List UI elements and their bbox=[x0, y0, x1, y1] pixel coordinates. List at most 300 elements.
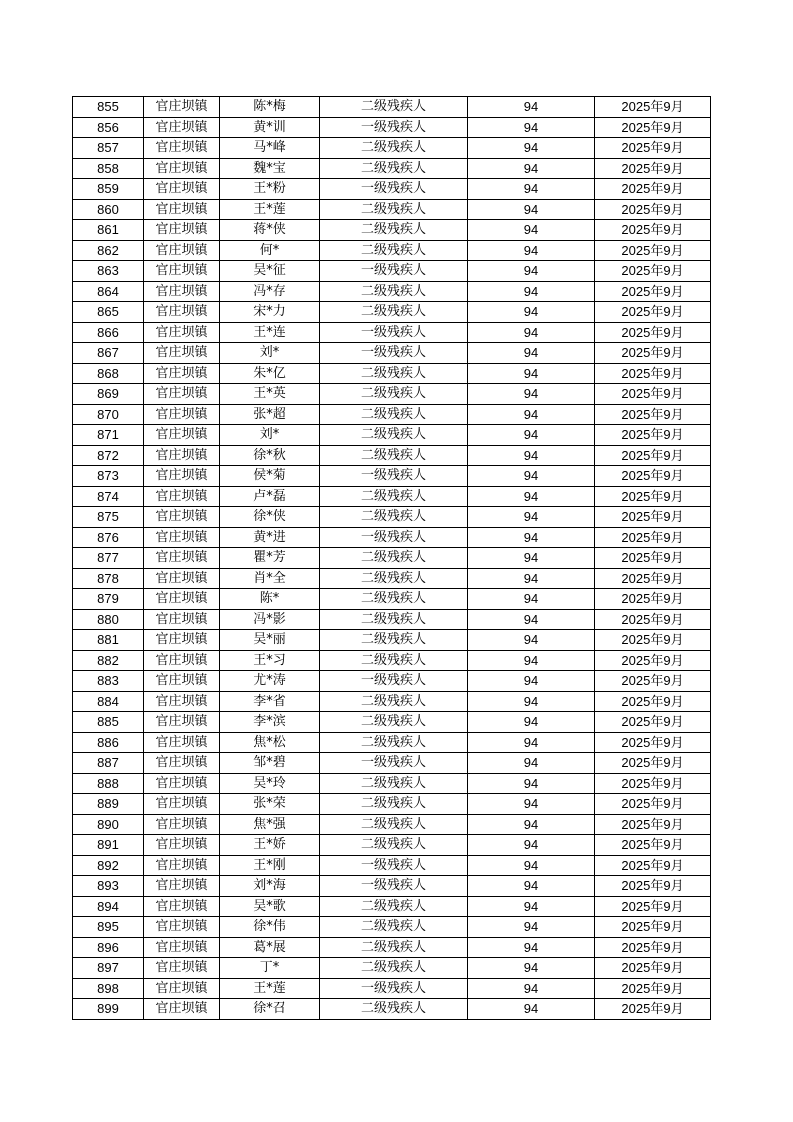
disability-level-cell: 一级残疾人 bbox=[320, 343, 468, 364]
person-name-cell: 王*英 bbox=[220, 384, 320, 405]
person-name-cell: 黄*进 bbox=[220, 527, 320, 548]
issue-month-cell: 2025年9月 bbox=[595, 97, 711, 118]
town-cell: 官庄坝镇 bbox=[144, 507, 220, 528]
table-row bbox=[73, 691, 711, 712]
subsidy-amount-cell: 94 bbox=[468, 671, 595, 692]
table-row bbox=[73, 548, 711, 569]
town-cell: 官庄坝镇 bbox=[144, 445, 220, 466]
person-name-cell: 徐*秋 bbox=[220, 445, 320, 466]
row-number-cell: 864 bbox=[73, 281, 144, 302]
issue-month-cell: 2025年9月 bbox=[595, 712, 711, 733]
person-name-cell: 刘* bbox=[220, 343, 320, 364]
row-number-cell: 888 bbox=[73, 773, 144, 794]
table-row bbox=[73, 322, 711, 343]
disability-level-cell: 二级残疾人 bbox=[320, 240, 468, 261]
issue-month-cell: 2025年9月 bbox=[595, 753, 711, 774]
disability-level-cell: 二级残疾人 bbox=[320, 650, 468, 671]
subsidy-amount-cell: 94 bbox=[468, 958, 595, 979]
town-cell: 官庄坝镇 bbox=[144, 261, 220, 282]
row-number-cell: 867 bbox=[73, 343, 144, 364]
town-cell: 官庄坝镇 bbox=[144, 548, 220, 569]
disability-level-cell: 二级残疾人 bbox=[320, 732, 468, 753]
table-row bbox=[73, 712, 711, 733]
town-cell: 官庄坝镇 bbox=[144, 322, 220, 343]
row-number-cell: 897 bbox=[73, 958, 144, 979]
issue-month-cell: 2025年9月 bbox=[595, 404, 711, 425]
disability-level-cell: 二级残疾人 bbox=[320, 937, 468, 958]
disability-level-cell: 二级残疾人 bbox=[320, 773, 468, 794]
table-row bbox=[73, 404, 711, 425]
subsidy-amount-cell: 94 bbox=[468, 240, 595, 261]
disability-level-cell: 一级残疾人 bbox=[320, 876, 468, 897]
person-name-cell: 吴*征 bbox=[220, 261, 320, 282]
person-name-cell: 邹*碧 bbox=[220, 753, 320, 774]
disability-level-cell: 一级残疾人 bbox=[320, 671, 468, 692]
subsidy-amount-cell: 94 bbox=[468, 876, 595, 897]
person-name-cell: 焦*松 bbox=[220, 732, 320, 753]
row-number-cell: 860 bbox=[73, 199, 144, 220]
table-row bbox=[73, 261, 711, 282]
person-name-cell: 张*超 bbox=[220, 404, 320, 425]
subsidy-amount-cell: 94 bbox=[468, 281, 595, 302]
subsidy-amount-cell: 94 bbox=[468, 855, 595, 876]
town-cell: 官庄坝镇 bbox=[144, 855, 220, 876]
subsidy-roster-table bbox=[72, 96, 711, 1020]
issue-month-cell: 2025年9月 bbox=[595, 117, 711, 138]
row-number-cell: 886 bbox=[73, 732, 144, 753]
subsidy-amount-cell: 94 bbox=[468, 589, 595, 610]
disability-level-cell: 二级残疾人 bbox=[320, 363, 468, 384]
row-number-cell: 857 bbox=[73, 138, 144, 159]
town-cell: 官庄坝镇 bbox=[144, 466, 220, 487]
person-name-cell: 王*莲 bbox=[220, 199, 320, 220]
row-number-cell: 893 bbox=[73, 876, 144, 897]
person-name-cell: 吴*歌 bbox=[220, 896, 320, 917]
issue-month-cell: 2025年9月 bbox=[595, 876, 711, 897]
issue-month-cell: 2025年9月 bbox=[595, 999, 711, 1020]
issue-month-cell: 2025年9月 bbox=[595, 548, 711, 569]
row-number-cell: 890 bbox=[73, 814, 144, 835]
subsidy-amount-cell: 94 bbox=[468, 363, 595, 384]
row-number-cell: 873 bbox=[73, 466, 144, 487]
subsidy-amount-cell: 94 bbox=[468, 896, 595, 917]
issue-month-cell: 2025年9月 bbox=[595, 158, 711, 179]
subsidy-amount-cell: 94 bbox=[468, 261, 595, 282]
row-number-cell: 862 bbox=[73, 240, 144, 261]
row-number-cell: 872 bbox=[73, 445, 144, 466]
issue-month-cell: 2025年9月 bbox=[595, 425, 711, 446]
table-row bbox=[73, 363, 711, 384]
town-cell: 官庄坝镇 bbox=[144, 814, 220, 835]
row-number-cell: 884 bbox=[73, 691, 144, 712]
person-name-cell: 王*连 bbox=[220, 322, 320, 343]
row-number-cell: 875 bbox=[73, 507, 144, 528]
issue-month-cell: 2025年9月 bbox=[595, 814, 711, 835]
row-number-cell: 885 bbox=[73, 712, 144, 733]
town-cell: 官庄坝镇 bbox=[144, 302, 220, 323]
disability-level-cell: 二级残疾人 bbox=[320, 220, 468, 241]
table-row bbox=[73, 671, 711, 692]
town-cell: 官庄坝镇 bbox=[144, 630, 220, 651]
disability-level-cell: 二级残疾人 bbox=[320, 97, 468, 118]
issue-month-cell: 2025年9月 bbox=[595, 240, 711, 261]
subsidy-amount-cell: 94 bbox=[468, 650, 595, 671]
issue-month-cell: 2025年9月 bbox=[595, 732, 711, 753]
person-name-cell: 魏*宝 bbox=[220, 158, 320, 179]
table-row bbox=[73, 302, 711, 323]
town-cell: 官庄坝镇 bbox=[144, 158, 220, 179]
disability-level-cell: 二级残疾人 bbox=[320, 138, 468, 159]
issue-month-cell: 2025年9月 bbox=[595, 384, 711, 405]
issue-month-cell: 2025年9月 bbox=[595, 527, 711, 548]
table-row bbox=[73, 773, 711, 794]
disability-level-cell: 二级残疾人 bbox=[320, 630, 468, 651]
subsidy-amount-cell: 94 bbox=[468, 302, 595, 323]
town-cell: 官庄坝镇 bbox=[144, 343, 220, 364]
issue-month-cell: 2025年9月 bbox=[595, 466, 711, 487]
subsidy-amount-cell: 94 bbox=[468, 117, 595, 138]
disability-level-cell: 一级残疾人 bbox=[320, 466, 468, 487]
subsidy-amount-cell: 94 bbox=[468, 548, 595, 569]
disability-level-cell: 二级残疾人 bbox=[320, 445, 468, 466]
town-cell: 官庄坝镇 bbox=[144, 138, 220, 159]
subsidy-amount-cell: 94 bbox=[468, 794, 595, 815]
person-name-cell: 王*刚 bbox=[220, 855, 320, 876]
row-number-cell: 894 bbox=[73, 896, 144, 917]
disability-level-cell: 一级残疾人 bbox=[320, 322, 468, 343]
table-row bbox=[73, 220, 711, 241]
table-row bbox=[73, 589, 711, 610]
row-number-cell: 879 bbox=[73, 589, 144, 610]
subsidy-amount-cell: 94 bbox=[468, 507, 595, 528]
table-row bbox=[73, 876, 711, 897]
subsidy-amount-cell: 94 bbox=[468, 384, 595, 405]
issue-month-cell: 2025年9月 bbox=[595, 671, 711, 692]
town-cell: 官庄坝镇 bbox=[144, 958, 220, 979]
town-cell: 官庄坝镇 bbox=[144, 363, 220, 384]
subsidy-amount-cell: 94 bbox=[468, 425, 595, 446]
issue-month-cell: 2025年9月 bbox=[595, 794, 711, 815]
row-number-cell: 868 bbox=[73, 363, 144, 384]
subsidy-amount-cell: 94 bbox=[468, 609, 595, 630]
town-cell: 官庄坝镇 bbox=[144, 589, 220, 610]
row-number-cell: 878 bbox=[73, 568, 144, 589]
issue-month-cell: 2025年9月 bbox=[595, 773, 711, 794]
subsidy-amount-cell: 94 bbox=[468, 835, 595, 856]
subsidy-amount-cell: 94 bbox=[468, 712, 595, 733]
row-number-cell: 874 bbox=[73, 486, 144, 507]
row-number-cell: 887 bbox=[73, 753, 144, 774]
town-cell: 官庄坝镇 bbox=[144, 691, 220, 712]
person-name-cell: 肖*全 bbox=[220, 568, 320, 589]
issue-month-cell: 2025年9月 bbox=[595, 589, 711, 610]
town-cell: 官庄坝镇 bbox=[144, 732, 220, 753]
issue-month-cell: 2025年9月 bbox=[595, 958, 711, 979]
table-row bbox=[73, 179, 711, 200]
issue-month-cell: 2025年9月 bbox=[595, 978, 711, 999]
disability-level-cell: 二级残疾人 bbox=[320, 548, 468, 569]
subsidy-amount-cell: 94 bbox=[468, 199, 595, 220]
issue-month-cell: 2025年9月 bbox=[595, 855, 711, 876]
person-name-cell: 朱*亿 bbox=[220, 363, 320, 384]
person-name-cell: 丁* bbox=[220, 958, 320, 979]
person-name-cell: 吴*丽 bbox=[220, 630, 320, 651]
person-name-cell: 蒋*侠 bbox=[220, 220, 320, 241]
person-name-cell: 冯*存 bbox=[220, 281, 320, 302]
row-number-cell: 861 bbox=[73, 220, 144, 241]
table-row bbox=[73, 732, 711, 753]
town-cell: 官庄坝镇 bbox=[144, 896, 220, 917]
subsidy-amount-cell: 94 bbox=[468, 753, 595, 774]
row-number-cell: 889 bbox=[73, 794, 144, 815]
table-row bbox=[73, 199, 711, 220]
person-name-cell: 瞿*芳 bbox=[220, 548, 320, 569]
person-name-cell: 王*粉 bbox=[220, 179, 320, 200]
town-cell: 官庄坝镇 bbox=[144, 199, 220, 220]
issue-month-cell: 2025年9月 bbox=[595, 281, 711, 302]
row-number-cell: 881 bbox=[73, 630, 144, 651]
issue-month-cell: 2025年9月 bbox=[595, 261, 711, 282]
row-number-cell: 865 bbox=[73, 302, 144, 323]
table-row bbox=[73, 794, 711, 815]
table-row bbox=[73, 97, 711, 118]
table-row bbox=[73, 527, 711, 548]
person-name-cell: 陈* bbox=[220, 589, 320, 610]
town-cell: 官庄坝镇 bbox=[144, 404, 220, 425]
table-row bbox=[73, 384, 711, 405]
table-row bbox=[73, 425, 711, 446]
issue-month-cell: 2025年9月 bbox=[595, 322, 711, 343]
town-cell: 官庄坝镇 bbox=[144, 527, 220, 548]
town-cell: 官庄坝镇 bbox=[144, 999, 220, 1020]
person-name-cell: 张*荣 bbox=[220, 794, 320, 815]
issue-month-cell: 2025年9月 bbox=[595, 937, 711, 958]
disability-level-cell: 二级残疾人 bbox=[320, 609, 468, 630]
town-cell: 官庄坝镇 bbox=[144, 794, 220, 815]
table-row bbox=[73, 486, 711, 507]
disability-level-cell: 二级残疾人 bbox=[320, 486, 468, 507]
disability-level-cell: 一级残疾人 bbox=[320, 855, 468, 876]
row-number-cell: 891 bbox=[73, 835, 144, 856]
person-name-cell: 李*滨 bbox=[220, 712, 320, 733]
person-name-cell: 黄*训 bbox=[220, 117, 320, 138]
person-name-cell: 尤*涛 bbox=[220, 671, 320, 692]
town-cell: 官庄坝镇 bbox=[144, 240, 220, 261]
town-cell: 官庄坝镇 bbox=[144, 978, 220, 999]
disability-level-cell: 二级残疾人 bbox=[320, 199, 468, 220]
table-row bbox=[73, 117, 711, 138]
row-number-cell: 863 bbox=[73, 261, 144, 282]
town-cell: 官庄坝镇 bbox=[144, 486, 220, 507]
disability-level-cell: 一级残疾人 bbox=[320, 179, 468, 200]
table-row bbox=[73, 343, 711, 364]
person-name-cell: 何* bbox=[220, 240, 320, 261]
town-cell: 官庄坝镇 bbox=[144, 773, 220, 794]
roster-body bbox=[73, 97, 711, 1020]
row-number-cell: 877 bbox=[73, 548, 144, 569]
town-cell: 官庄坝镇 bbox=[144, 425, 220, 446]
town-cell: 官庄坝镇 bbox=[144, 568, 220, 589]
person-name-cell: 马*峰 bbox=[220, 138, 320, 159]
table-row bbox=[73, 281, 711, 302]
town-cell: 官庄坝镇 bbox=[144, 650, 220, 671]
table-row bbox=[73, 855, 711, 876]
disability-level-cell: 二级残疾人 bbox=[320, 999, 468, 1020]
issue-month-cell: 2025年9月 bbox=[595, 896, 711, 917]
table-row bbox=[73, 158, 711, 179]
subsidy-amount-cell: 94 bbox=[468, 97, 595, 118]
table-row bbox=[73, 568, 711, 589]
row-number-cell: 871 bbox=[73, 425, 144, 446]
disability-level-cell: 二级残疾人 bbox=[320, 794, 468, 815]
town-cell: 官庄坝镇 bbox=[144, 220, 220, 241]
issue-month-cell: 2025年9月 bbox=[595, 650, 711, 671]
person-name-cell: 侯*菊 bbox=[220, 466, 320, 487]
issue-month-cell: 2025年9月 bbox=[595, 138, 711, 159]
disability-level-cell: 一级残疾人 bbox=[320, 117, 468, 138]
person-name-cell: 冯*影 bbox=[220, 609, 320, 630]
issue-month-cell: 2025年9月 bbox=[595, 835, 711, 856]
subsidy-amount-cell: 94 bbox=[468, 466, 595, 487]
row-number-cell: 858 bbox=[73, 158, 144, 179]
subsidy-amount-cell: 94 bbox=[468, 978, 595, 999]
subsidy-amount-cell: 94 bbox=[468, 773, 595, 794]
issue-month-cell: 2025年9月 bbox=[595, 220, 711, 241]
row-number-cell: 859 bbox=[73, 179, 144, 200]
table-row bbox=[73, 896, 711, 917]
person-name-cell: 陈*梅 bbox=[220, 97, 320, 118]
subsidy-amount-cell: 94 bbox=[468, 404, 595, 425]
table-row bbox=[73, 958, 711, 979]
subsidy-amount-cell: 94 bbox=[468, 999, 595, 1020]
row-number-cell: 876 bbox=[73, 527, 144, 548]
person-name-cell: 徐*侠 bbox=[220, 507, 320, 528]
person-name-cell: 吴*玲 bbox=[220, 773, 320, 794]
person-name-cell: 卢*磊 bbox=[220, 486, 320, 507]
subsidy-amount-cell: 94 bbox=[468, 527, 595, 548]
table-row bbox=[73, 937, 711, 958]
table-row bbox=[73, 835, 711, 856]
disability-level-cell: 二级残疾人 bbox=[320, 507, 468, 528]
subsidy-amount-cell: 94 bbox=[468, 138, 595, 159]
disability-level-cell: 二级残疾人 bbox=[320, 814, 468, 835]
person-name-cell: 刘* bbox=[220, 425, 320, 446]
disability-level-cell: 二级残疾人 bbox=[320, 568, 468, 589]
row-number-cell: 869 bbox=[73, 384, 144, 405]
person-name-cell: 李*省 bbox=[220, 691, 320, 712]
issue-month-cell: 2025年9月 bbox=[595, 445, 711, 466]
disability-level-cell: 二级残疾人 bbox=[320, 589, 468, 610]
issue-month-cell: 2025年9月 bbox=[595, 691, 711, 712]
issue-month-cell: 2025年9月 bbox=[595, 917, 711, 938]
subsidy-amount-cell: 94 bbox=[468, 158, 595, 179]
town-cell: 官庄坝镇 bbox=[144, 117, 220, 138]
issue-month-cell: 2025年9月 bbox=[595, 302, 711, 323]
issue-month-cell: 2025年9月 bbox=[595, 630, 711, 651]
subsidy-amount-cell: 94 bbox=[468, 445, 595, 466]
table-row bbox=[73, 466, 711, 487]
subsidy-amount-cell: 94 bbox=[468, 343, 595, 364]
issue-month-cell: 2025年9月 bbox=[595, 199, 711, 220]
issue-month-cell: 2025年9月 bbox=[595, 609, 711, 630]
town-cell: 官庄坝镇 bbox=[144, 609, 220, 630]
town-cell: 官庄坝镇 bbox=[144, 97, 220, 118]
subsidy-amount-cell: 94 bbox=[468, 179, 595, 200]
subsidy-amount-cell: 94 bbox=[468, 937, 595, 958]
table-row bbox=[73, 507, 711, 528]
row-number-cell: 855 bbox=[73, 97, 144, 118]
person-name-cell: 宋*力 bbox=[220, 302, 320, 323]
issue-month-cell: 2025年9月 bbox=[595, 507, 711, 528]
disability-level-cell: 二级残疾人 bbox=[320, 712, 468, 733]
town-cell: 官庄坝镇 bbox=[144, 179, 220, 200]
row-number-cell: 898 bbox=[73, 978, 144, 999]
disability-level-cell: 二级残疾人 bbox=[320, 384, 468, 405]
disability-level-cell: 二级残疾人 bbox=[320, 917, 468, 938]
disability-level-cell: 二级残疾人 bbox=[320, 691, 468, 712]
town-cell: 官庄坝镇 bbox=[144, 753, 220, 774]
disability-level-cell: 二级残疾人 bbox=[320, 281, 468, 302]
subsidy-amount-cell: 94 bbox=[468, 814, 595, 835]
person-name-cell: 刘*海 bbox=[220, 876, 320, 897]
town-cell: 官庄坝镇 bbox=[144, 876, 220, 897]
disability-level-cell: 二级残疾人 bbox=[320, 425, 468, 446]
table-row bbox=[73, 609, 711, 630]
row-number-cell: 866 bbox=[73, 322, 144, 343]
subsidy-amount-cell: 94 bbox=[468, 917, 595, 938]
subsidy-amount-cell: 94 bbox=[468, 691, 595, 712]
issue-month-cell: 2025年9月 bbox=[595, 179, 711, 200]
disability-level-cell: 一级残疾人 bbox=[320, 527, 468, 548]
table-row bbox=[73, 138, 711, 159]
table-row bbox=[73, 240, 711, 261]
person-name-cell: 王*习 bbox=[220, 650, 320, 671]
row-number-cell: 895 bbox=[73, 917, 144, 938]
issue-month-cell: 2025年9月 bbox=[595, 486, 711, 507]
town-cell: 官庄坝镇 bbox=[144, 937, 220, 958]
disability-level-cell: 一级残疾人 bbox=[320, 261, 468, 282]
person-name-cell: 徐*召 bbox=[220, 999, 320, 1020]
disability-level-cell: 二级残疾人 bbox=[320, 835, 468, 856]
table-row bbox=[73, 978, 711, 999]
subsidy-amount-cell: 94 bbox=[468, 322, 595, 343]
town-cell: 官庄坝镇 bbox=[144, 671, 220, 692]
town-cell: 官庄坝镇 bbox=[144, 384, 220, 405]
row-number-cell: 883 bbox=[73, 671, 144, 692]
issue-month-cell: 2025年9月 bbox=[595, 568, 711, 589]
person-name-cell: 王*娇 bbox=[220, 835, 320, 856]
table-row bbox=[73, 630, 711, 651]
person-name-cell: 葛*展 bbox=[220, 937, 320, 958]
row-number-cell: 896 bbox=[73, 937, 144, 958]
issue-month-cell: 2025年9月 bbox=[595, 343, 711, 364]
table-row bbox=[73, 445, 711, 466]
disability-level-cell: 一级残疾人 bbox=[320, 753, 468, 774]
disability-level-cell: 二级残疾人 bbox=[320, 958, 468, 979]
town-cell: 官庄坝镇 bbox=[144, 835, 220, 856]
row-number-cell: 880 bbox=[73, 609, 144, 630]
town-cell: 官庄坝镇 bbox=[144, 712, 220, 733]
subsidy-amount-cell: 94 bbox=[468, 732, 595, 753]
row-number-cell: 882 bbox=[73, 650, 144, 671]
disability-level-cell: 二级残疾人 bbox=[320, 896, 468, 917]
issue-month-cell: 2025年9月 bbox=[595, 363, 711, 384]
disability-level-cell: 二级残疾人 bbox=[320, 404, 468, 425]
disability-level-cell: 二级残疾人 bbox=[320, 302, 468, 323]
table-row bbox=[73, 999, 711, 1020]
disability-level-cell: 二级残疾人 bbox=[320, 158, 468, 179]
table-row bbox=[73, 814, 711, 835]
